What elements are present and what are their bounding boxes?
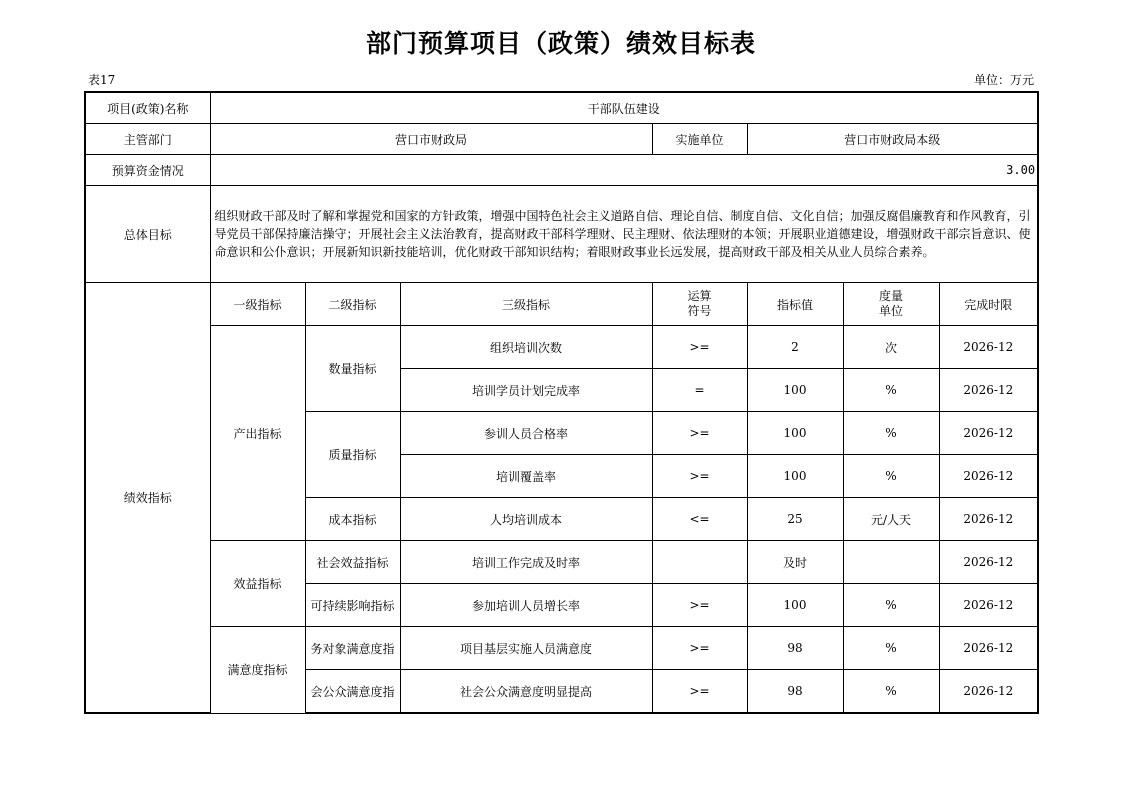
deadline-cell: 2026-12 [939, 670, 1038, 714]
table-row [85, 541, 1038, 584]
budget-label: 预算资金情况 [85, 155, 210, 186]
header-unit-line2: 单位 [878, 304, 903, 318]
value-cell: 25 [747, 498, 843, 541]
value-cell: 及时 [747, 541, 843, 584]
unit-cell: 元/人天 [843, 498, 939, 541]
operator-cell: >= [652, 670, 747, 714]
header-unit [843, 283, 939, 326]
unit-cell: % [843, 369, 939, 412]
header-operator-line2: 符号 [687, 304, 712, 318]
table-number: 表17 [88, 73, 116, 87]
project-name-value: 干部队伍建设 [210, 92, 1038, 124]
impl-label: 实施单位 [652, 124, 747, 155]
value-cell: 100 [747, 369, 843, 412]
budget-row [85, 155, 1038, 186]
table-row [85, 627, 1038, 670]
header-level1: 一级指标 [210, 283, 305, 326]
goal-text: 组织财政干部及时了解和掌握党和国家的方针政策，增强中国特色社会主义道路自信、理论自信、制度自信、文化自信；加强反腐倡廉教育和作风教育，引导党员干部保持廉洁操守；开展社会主义法治教育，提高财政干部科学理财、民主理财、依法理财的本领；开展职业道德建设，增强财政干部宗旨意识、使命意识和公仆意识；开展新知识新技能培训，优化财政干部知识结构；着眼财政事业长远发展，提高财政干部及相关从业人员综合素养。 [210, 186, 1038, 283]
indicator-header-row [85, 283, 1038, 326]
level3-cell: 人均培训成本 [400, 498, 652, 541]
operator-cell: = [652, 369, 747, 412]
group-output: 产出指标 [210, 326, 305, 541]
header-deadline: 完成时限 [939, 283, 1038, 326]
header-level2: 二级指标 [305, 283, 400, 326]
deadline-cell: 2026-12 [939, 627, 1038, 670]
value-cell: 100 [747, 455, 843, 498]
group-sustain: 可持续影响指标 [305, 584, 400, 627]
page-title: 部门预算项目（政策）绩效目标表 [365, 29, 756, 58]
group-quantity: 数量指标 [305, 326, 400, 412]
level3-cell: 培训学员计划完成率 [400, 369, 652, 412]
group-satisfaction: 满意度指标 [210, 627, 305, 714]
group-quality: 质量指标 [305, 412, 400, 498]
deadline-cell: 2026-12 [939, 455, 1038, 498]
performance-target-table [84, 91, 1039, 714]
group-social: 社会效益指标 [305, 541, 400, 584]
goal-label: 总体目标 [85, 186, 210, 283]
operator-cell: >= [652, 326, 747, 369]
unit-cell: % [843, 455, 939, 498]
deadline-cell: 2026-12 [939, 326, 1038, 369]
budget-value: 3.00 [210, 155, 1038, 186]
value-cell: 100 [747, 412, 843, 455]
deadline-cell: 2026-12 [939, 369, 1038, 412]
unit-cell: 次 [843, 326, 939, 369]
deadline-cell: 2026-12 [939, 584, 1038, 627]
department-row [85, 124, 1038, 155]
operator-cell: >= [652, 584, 747, 627]
group-public: 会公众满意度指 [305, 670, 400, 714]
unit-cell: % [843, 627, 939, 670]
value-cell: 100 [747, 584, 843, 627]
group-cost: 成本指标 [305, 498, 400, 541]
operator-cell: <= [652, 498, 747, 541]
deadline-cell: 2026-12 [939, 498, 1038, 541]
group-service: 务对象满意度指 [305, 627, 400, 670]
level3-cell: 社会公众满意度明显提高 [400, 670, 652, 714]
deadline-cell: 2026-12 [939, 412, 1038, 455]
level3-cell: 项目基层实施人员满意度 [400, 627, 652, 670]
unit-cell: % [843, 670, 939, 714]
header-value: 指标值 [747, 283, 843, 326]
value-cell: 2 [747, 326, 843, 369]
header-level3: 三级指标 [400, 283, 652, 326]
operator-cell: >= [652, 455, 747, 498]
level3-cell: 培训覆盖率 [400, 455, 652, 498]
impl-value: 营口市财政局本级 [747, 124, 1038, 155]
perf-label: 绩效指标 [85, 283, 210, 714]
goal-row [85, 186, 1038, 283]
unit-cell: % [843, 584, 939, 627]
operator-cell [652, 541, 747, 584]
header-unit-line1: 度量 [878, 289, 903, 303]
table-row [85, 326, 1038, 369]
header-operator-line1: 运算 [687, 289, 712, 303]
value-cell: 98 [747, 627, 843, 670]
value-cell: 98 [747, 670, 843, 714]
dept-value: 营口市财政局 [210, 124, 652, 155]
level3-cell: 参训人员合格率 [400, 412, 652, 455]
group-benefit: 效益指标 [210, 541, 305, 627]
unit-cell: % [843, 412, 939, 455]
level3-cell: 参加培训人员增长率 [400, 584, 652, 627]
unit-label: 单位：万元 [973, 73, 1034, 87]
operator-cell: >= [652, 627, 747, 670]
unit-cell [843, 541, 939, 584]
project-name-label: 项目(政策)名称 [85, 92, 210, 124]
level3-cell: 组织培训次数 [400, 326, 652, 369]
deadline-cell: 2026-12 [939, 541, 1038, 584]
level3-cell: 培训工作完成及时率 [400, 541, 652, 584]
project-name-row [85, 92, 1038, 124]
dept-label: 主管部门 [85, 124, 210, 155]
header-operator [652, 283, 747, 326]
operator-cell: >= [652, 412, 747, 455]
